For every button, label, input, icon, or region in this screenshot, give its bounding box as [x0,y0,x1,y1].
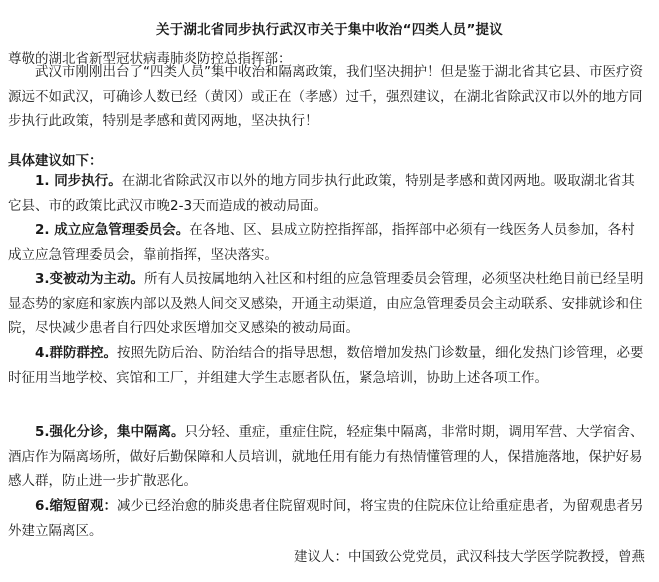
suggestion-2-lead: 2. 成立应急管理委员会。 [35,222,190,238]
suggestion-3-text: 所有人员按属地纳入社区和村组的应急管理委员会管理，必须坚决杜绝目前已经呈明显态势的家庭和家族内部以及熟人间交叉感染，开通主动渠道，由应急管理委员会主动联系、安排就诊和住院，尽快减少患者自行四处求医增加交叉感染的被动局面。 [8,271,644,336]
suggestion-3-lead: 3.变被动为主动。 [35,271,145,287]
suggestion-6-text: 减少已经治愈的肺炎患者住院留观时间，将宝贵的住院床位让给重症患者，为留观患者另外建立隔离区。 [8,498,644,539]
signature: 建议人：中国致公党党员，武汉科技大学医学院教授，曾燕 [294,549,645,565]
document-title: 关于湖北省同步执行武汉市关于集中收治“四类人员”提议 [156,22,503,38]
suggestion-1-text: 在湖北省除武汉市以外的地方同步执行此政策，特别是孝感和黄冈两地。吸取湖北省其它县、市的政策比武汉市晚2-3天而造成的被动局面。 [8,173,635,214]
suggestion-item-2 [8,218,648,267]
suggestion-item-6 [8,494,648,543]
suggestion-4-text: 按照先防后治、防治结合的指导思想，数倍增加发热门诊数量，细化发热门诊管理，必要时征用当地学校、宾馆和工厂，并组建大学生志愿者队伍，紧急培训，协助上述各项工作。 [8,345,644,386]
suggestions-heading: 具体建议如下： [8,153,103,169]
suggestion-5-lead: 5.强化分诊，集中隔离。 [35,424,185,440]
suggestion-2-text: 在各地、区、县成立防控指挥部，指挥部中必须有一线医务人员参加，各村成立应急管理委员会，靠前指挥，坚决落实。 [8,222,635,263]
suggestion-5-text: 只分轻、重症，重症住院，轻症集中隔离，非常时期，调用军营、大学宿舍、酒店作为隔离场所，做好后勤保障和人员培训，就地任用有能力有热情懂管理的人，保措施落地，保护好易感人群，防止进一步扩散恶化。 [8,424,644,489]
salutation: 尊敬的湖北省新型冠状病毒肺炎防控总指挥部： [8,51,292,67]
suggestion-1-lead: 1. 同步执行。 [35,173,122,189]
suggestion-6-lead: 6.缩短留观： [35,498,118,514]
suggestion-item-5 [8,420,648,494]
suggestion-item-3 [8,267,648,341]
suggestion-item-4 [8,341,648,390]
intro-paragraph: 武汉市刚刚出台了“四类人员”集中收治和隔离政策，我们坚决拥护！但是鉴于湖北省其它县、市医疗资源远不如武汉，可确诊人数已经（黄冈）或正在（孝感）过千，强烈建议，在湖北省除武汉市以外的地方同步执行此政策，特别是孝感和黄冈两地，坚决执行！ [8,64,643,129]
suggestion-4-lead: 4.群防群控。 [35,345,118,361]
suggestion-item-1 [8,169,648,218]
